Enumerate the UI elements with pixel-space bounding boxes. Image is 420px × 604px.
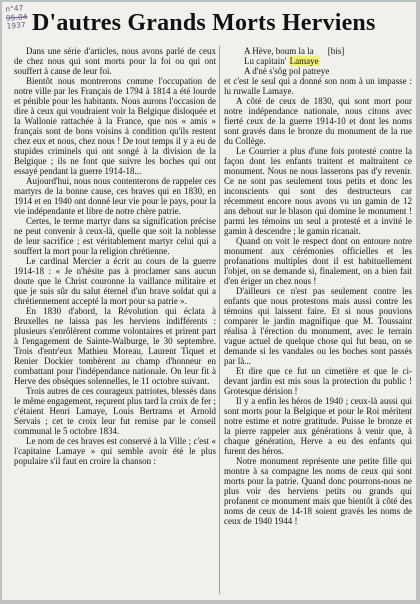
newspaper-clipping [2,2,416,600]
paragraph: A côté de ceux de 1830, qui sont mort pour notre indépendance nationale, nous citons avec fierté ceux de la guerre 1914-10 et dont les noms sont gravés dans le bronze du monument de la rue du Collège. [224,96,412,146]
paragraph: Notre monument représente une petite fille qui montre à sa compagne les noms de ceux qui sont morts pour la patrie. Quand donc pourrons-nous ne plus voir des herviens petits ou grands qui profanent ce monument mais que bientôt à côté des noms de ceux de 14-18 soient gravés les noms de ceux de 1940 1944 ! [224,456,412,526]
right-column [224,46,412,526]
paragraph: Bientôt nous montrerons comme l'occupation de notre ville par les Français de 1794 à 1814 a été lourde et pénible pour les habitants. Nous aurons l'occasion de dire à ceux qui voudraient voir la Belgique disloquée et la Wallonie rattachée à la France, que nos « amis » français sont de bons voisins à condition qu'ils restent chez eux et nous, chez nous ! De tout temps il y a eu de stupides criminels qui ont songé à la division de la Belgique ; ils ne font que suivre les boches qui ont essayé pendant la guerre 1914-18... [14,76,216,176]
paragraph: Le Courrier a plus d'une fois protesté contre la façon dont les enfants traitent et maltraitent ce monument. Nous ne nous lasserons pas d'y revenir. Ce ne sont pas seulement tous petits et donc les inconscients qui sont des destructeurs car récemment encore nous avons vu un gamin de 12 ans debout sur le blason qui domine le monument ! parmi les témoins un seul a protesté et a invité le gamin à descendre ; le gamin ricanait. [224,146,412,236]
paragraph: et c'est le seul qui a donné son nom à un impasse : lu ruwalle Lamaye. [224,76,412,96]
note-line: 1937 [6,20,26,31]
verse-line: A d'nè s'sôg pol patreye [244,66,330,76]
paragraph: Quand on voit le respect dont on entoure notre monument aux cérémonies officielles et les profanations multiples dont il est habituellement l'objet, on se demande si, finalement, on a bien fait d'en ériger un chez nous ! [224,236,412,286]
paragraph: Le nom de ces braves est conservé à la Ville ; c'est « l'capitaine Lamaye » qui semble avoir été le plus populaire s'il faut en croire la chanson : [14,436,216,466]
paragraph: Il y a enfin les héros de 1940 ; ceux-là aussi qui sont morts pour la Belgique et pour le Roi méritent notre estime et notre gratitude. Puisse le bronze et la pierre rappeler aux générations à venir que, à chaque génération, Herve a eu des enfants qui furent des héros. [224,396,412,456]
handwritten-note [5,4,27,31]
note-line: 95.04 [5,11,28,23]
paragraph: Dans une série d'articles, nous avons parlé de ceux de chez nous qui sont morts pour la foi ou qui ont souffert à cause de leur foi. [14,46,216,76]
paragraph: Le cardinal Mercier a écrit au cours de la guerre 1914-18 : « Je n'hésite pas à proclamer sans aucun doute que le Christ couronne la vaillance militaire et que je suis sûr du salut éternel d'un brave soldat qui a chrétiennement accepté la mort pour sa patrie ». [14,256,216,306]
paragraph: D'ailleurs ce n'est pas seulement contre les enfants que nous protestons mais aussi contre les témoins qui laissent faire. Et si nous pouvions comparer le jardin magnifique que M. Toussaint réalisa à l'érection du monument, avec le terrain vague actuel de quelque chose qui fut beau, on se demande si les vandales ou les boches sont passés par là... [224,286,412,366]
left-column [14,46,216,466]
article-title: D'autres Grands Morts Herviens [32,10,376,36]
note-line: n°47 [5,3,24,14]
highlighted-name: Lamaye [289,56,319,66]
paragraph: Trois autres de ces courageux patriotes, blessés dans le même engagement, reçurent plus tard la croix de fer ; c'étaient Henri Lamaye, Louis Bertrams et Arnold Servais ; cet te croix leur fut remise par le conseil communal le 5 octobre 1834. [14,386,216,436]
column-divider [219,46,220,594]
paragraph: Aujourd'hui, nous nous contenterons de rappeler ces martyrs de la bonne cause, ces braves qui en 1830, en 1914 et en 1940 ont donné leur vie pour le pays, pour la vie indépendante et libre de notre chère patrie. [14,176,216,216]
paragraph: Et dire que ce fut un cimetière et que le ci-devant jardin est mis sous la protection du public ! Grotesque dérision ! [224,366,412,396]
verse-line: Lu capitain' Lamaye [244,56,319,66]
song-verse [244,46,412,76]
paragraph: Certes, le terme martyr dans sa signification précise ne peut convenir à ceux-là, quelle que soit la noblesse de leur sacrifice ; est véritablement martyr celui qui a souffert la mort pour la religion chrétienne. [14,216,216,256]
verse-line: A Hève, boum la la [bis] [244,46,345,56]
paragraph: En 1830 d'abord, la Révolution qui éclata à Bruxelles ne laissa pas les herviens indifférents : plusieurs s'enrôlèrent comme volontaires et prirent part à l'engagement de Sainte-Walburge, le 30 septembre. Trois d'entr'eux Mathieu Moreau, Laurent Tiquet et Renier Dockier tombèrent au champ d'honneur en combattant pour l'indépendance nationale. On leur fit à Herve des obsèques solennelles, le 11 octobre suivant. [14,306,216,386]
verse-tag: [bis] [327,46,345,56]
